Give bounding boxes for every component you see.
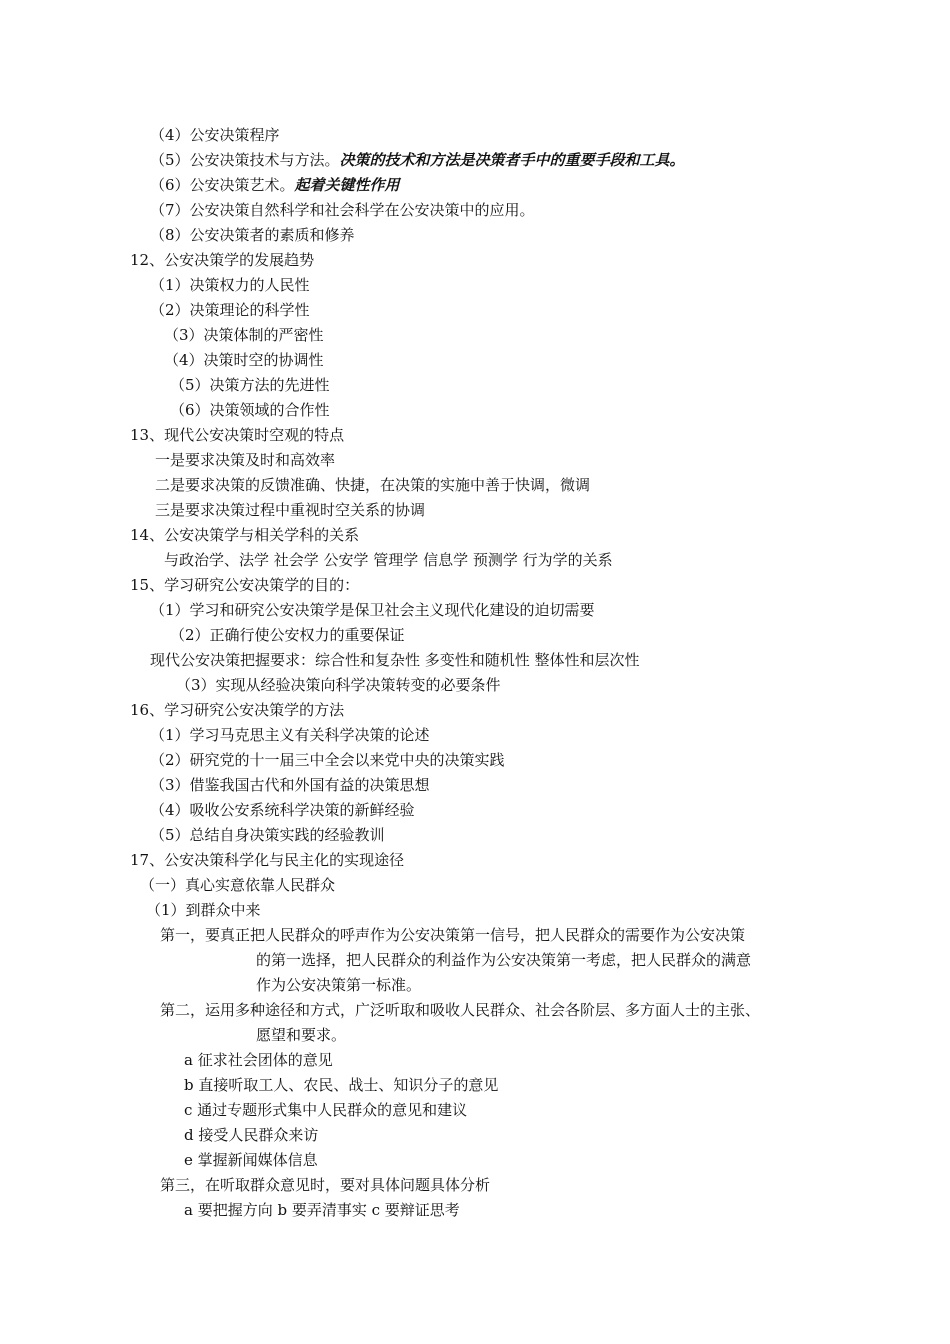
heading-14: 14、公安决策学与相关学科的关系 — [130, 526, 360, 544]
list-item: （3）决策体制的严密性 — [164, 326, 324, 344]
list-item: a 征求社会团体的意见 — [184, 1051, 333, 1069]
list-item: （2）研究党的十一届三中全会以来党中央的决策实践 — [150, 751, 505, 769]
paragraph-second: 第二，运用多种途径和方式，广泛听取和吸收人民群众、社会各阶层、多方面人士的主张、 — [160, 1001, 761, 1019]
item-5-decision-techniques — [150, 150, 685, 170]
subheading: （1）到群众中来 — [146, 901, 261, 919]
list-item: （2）正确行使公安权力的重要保证 — [170, 626, 405, 644]
item-6-decision-art — [150, 175, 400, 195]
list-item: （5）决策方法的先进性 — [170, 376, 330, 394]
list-item: （1）学习和研究公安决策学是保卫社会主义现代化建设的迫切需要 — [150, 601, 595, 619]
list-item: a 要把握方向 b 要弄清事实 c 要辩证思考 — [184, 1201, 460, 1219]
subheading: （一）真心实意依靠人民群众 — [140, 876, 336, 894]
item-7-science-application: （7）公安决策自然科学和社会科学在公安决策中的应用。 — [150, 201, 535, 219]
list-item: b 直接听取工人、农民、战士、知识分子的意见 — [184, 1076, 499, 1094]
heading-15: 15、学习研究公安决策学的目的： — [130, 576, 360, 594]
list-item: （4）吸收公安系统科学决策的新鲜经验 — [150, 801, 415, 819]
list-item: c 通过专题形式集中人民群众的意见和建议 — [184, 1101, 468, 1119]
list-item: （4）决策时空的协调性 — [164, 351, 324, 369]
emphasis-text: 决策的技术和方法是决策者手中的重要手段和工具。 — [339, 151, 685, 169]
list-item: 一是要求决策及时和高效率 — [155, 451, 336, 469]
line-text: （5）公安决策技术与方法。 — [150, 151, 340, 169]
list-item: （2）决策理论的科学性 — [150, 301, 310, 319]
heading-17: 17、公安决策科学化与民主化的实现途径 — [130, 851, 405, 869]
requirements-note: 现代公安决策把握要求：综合性和复杂性 多变性和随机性 整体性和层次性 — [150, 651, 640, 669]
list-item: e 掌握新闻媒体信息 — [184, 1151, 318, 1169]
list-item: （3）借鉴我国古代和外国有益的决策思想 — [150, 776, 430, 794]
item-8-decision-maker-quality: （8）公安决策者的素质和修养 — [150, 226, 355, 244]
list-item: （6）决策领域的合作性 — [170, 401, 330, 419]
paragraph-third: 第三，在听取群众意见时，要对具体问题具体分析 — [160, 1176, 491, 1194]
list-item: 二是要求决策的反馈准确、快捷，在决策的实施中善于快调，微调 — [155, 476, 591, 494]
paragraph-first-cont: 作为公安决策第一标准。 — [256, 976, 422, 994]
emphasis-text: 起着关键性作用 — [294, 176, 400, 194]
list-item: 三是要求决策过程中重视时空关系的协调 — [155, 501, 426, 519]
item-4-decision-procedure: （4）公安决策程序 — [150, 126, 280, 144]
list-item: （1）决策权力的人民性 — [150, 276, 310, 294]
paragraph-first: 第一，要真正把人民群众的呼声作为公安决策第一信号，把人民群众的需要作为公安决策 — [160, 926, 746, 944]
list-item: （5）总结自身决策实践的经验教训 — [150, 826, 385, 844]
list-item: （1）学习马克思主义有关科学决策的论述 — [150, 726, 430, 744]
related-disciplines: 与政治学、法学 社会学 公安学 管理学 信息学 预测学 行为学的关系 — [164, 551, 613, 569]
heading-12: 12、公安决策学的发展趋势 — [130, 251, 315, 269]
paragraph-first-cont: 的第一选择，把人民群众的利益作为公安决策第一考虑，把人民群众的满意 — [256, 951, 752, 969]
line-text: （6）公安决策艺术。 — [150, 176, 295, 194]
paragraph-second-cont: 愿望和要求。 — [256, 1026, 347, 1044]
list-item: d 接受人民群众来访 — [184, 1126, 319, 1144]
list-item: （3）实现从经验决策向科学决策转变的必要条件 — [176, 676, 501, 694]
heading-16: 16、学习研究公安决策学的方法 — [130, 701, 345, 719]
heading-13: 13、现代公安决策时空观的特点 — [130, 426, 345, 444]
